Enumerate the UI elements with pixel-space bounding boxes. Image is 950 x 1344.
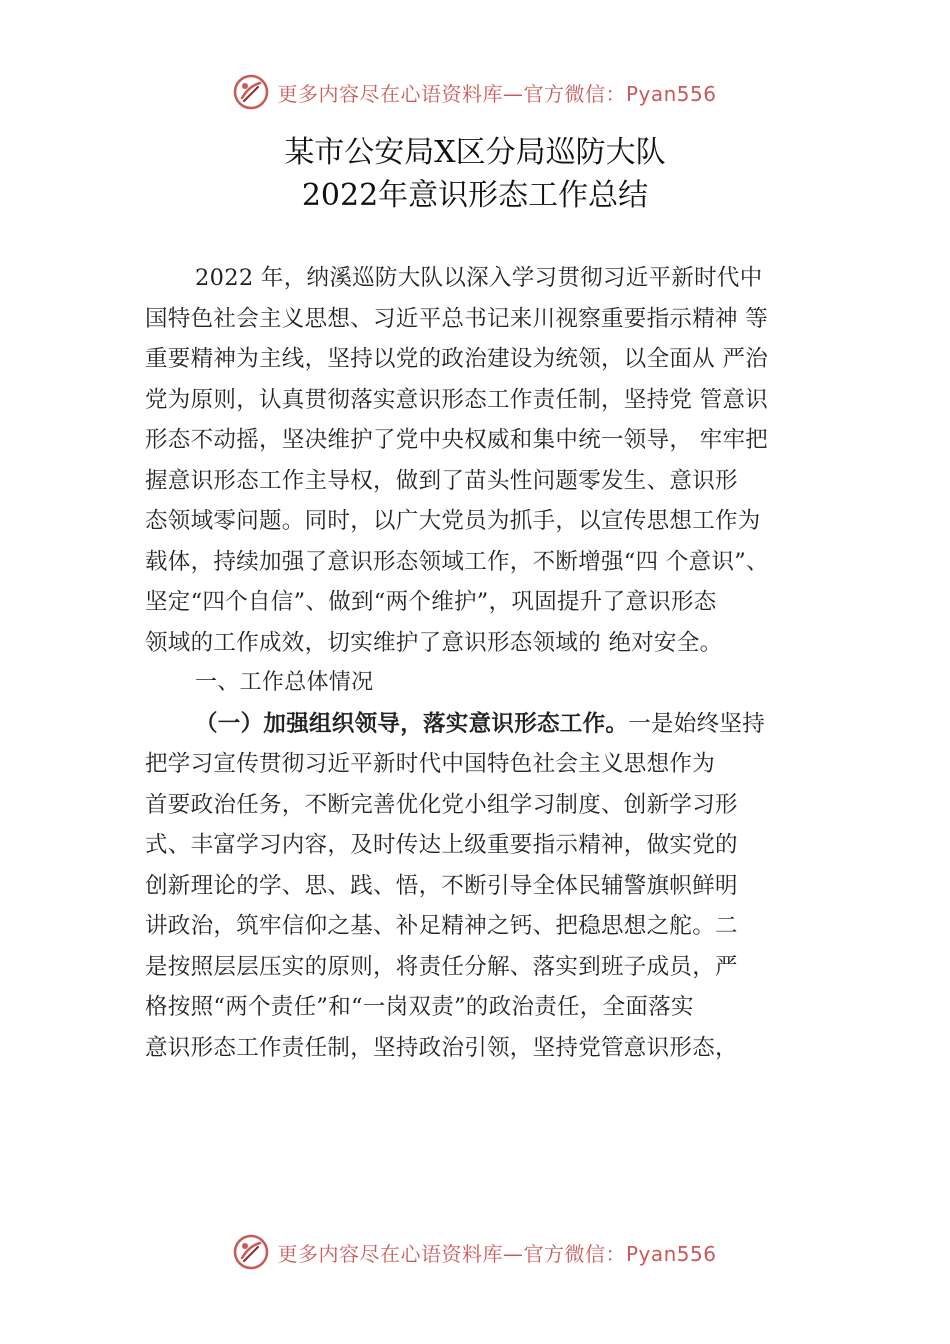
- paragraph-line: 坚定“四个自信”、做到“两个维护”，巩固提升了意识形态: [145, 589, 717, 615]
- paragraph-line: 把学习宣传贯彻习近平新时代中国特色社会主义思想作为: [145, 751, 716, 777]
- paragraph-line: 载体，持续加强了意识形态领域工作，不断增强“四 个意识”、: [145, 548, 769, 575]
- paragraph-line: 态领域零问题。同时，以广大党员为抓手，以宣传思想工作为: [145, 508, 761, 534]
- paragraph-line: 国特色社会主义思想、习近平总书记来川视察重要指示精神 等: [145, 305, 769, 332]
- watermark-text: 更多内容尽在心语资料库—官方微信：Pyan556: [277, 81, 717, 106]
- paragraph-line: 2022 年，纳溪巡防大队以深入学习贯彻习近平新时代中: [195, 265, 763, 291]
- watermark-banner-bottom: [0, 1230, 950, 1274]
- document-body: [145, 258, 845, 1068]
- scroll-pen-icon: [233, 1234, 269, 1270]
- subsection-first-line: [145, 704, 845, 745]
- paragraph-line: 形态不动摇，坚决维护了党中央权威和集中统一领导， 牢牢把: [145, 427, 769, 453]
- document-title-line1: 某市公安局X区分局巡防大队: [284, 135, 666, 170]
- subsection-first-line-rest: 一是始终坚持: [628, 710, 766, 737]
- paragraph-line: 首要政治任务，不断完善优化党小组学习制度、创新学习形: [145, 791, 738, 818]
- paragraph-line: 讲政治，筑牢信仰之基、补足精神之钙、把稳思想之舵。二: [145, 913, 738, 939]
- watermark-banner-top: [0, 70, 950, 114]
- paragraph-line: 创新理论的学、思、践、悟，不断引导全体民辅警旗帜鲜明: [145, 872, 738, 899]
- paragraph-line: 党为原则，认真贯彻落实意识形态工作责任制，坚持党 管意识: [145, 386, 769, 413]
- subsection-bold-lead: （一）加强组织领导，落实意识形态工作。: [195, 710, 629, 737]
- document-title-line2: 2022年意识形态工作总结: [301, 178, 649, 213]
- paragraph-line: 领域的工作成效，切实维护了意识形态领域的 绝对安全。: [145, 629, 723, 656]
- paragraph-line: 式、丰富学习内容，及时传达上级重要指示精神，做实党的: [145, 832, 738, 858]
- section-heading: 一、工作总体情况: [195, 670, 374, 695]
- paragraph-line: 重要精神为主线，坚持以党的政治建设为统领，以全面从 严治: [145, 346, 769, 372]
- scroll-pen-icon: [233, 74, 269, 110]
- paragraph-line: 意识形态工作责任制，坚持政治引领，坚持党管意识形态，: [145, 1034, 738, 1061]
- watermark-text: 更多内容尽在心语资料库—官方微信：Pyan556: [277, 1241, 717, 1266]
- paragraph-line: 是按照层层压实的原则，将责任分解、落实到班子成员，严: [145, 953, 738, 980]
- paragraph-line: 格按照“两个责任”和“一岗双责”的政治责任，全面落实: [145, 994, 694, 1020]
- paragraph-line: 握意识形态工作主导权，做到了苗头性问题零发生、意识形: [145, 467, 738, 494]
